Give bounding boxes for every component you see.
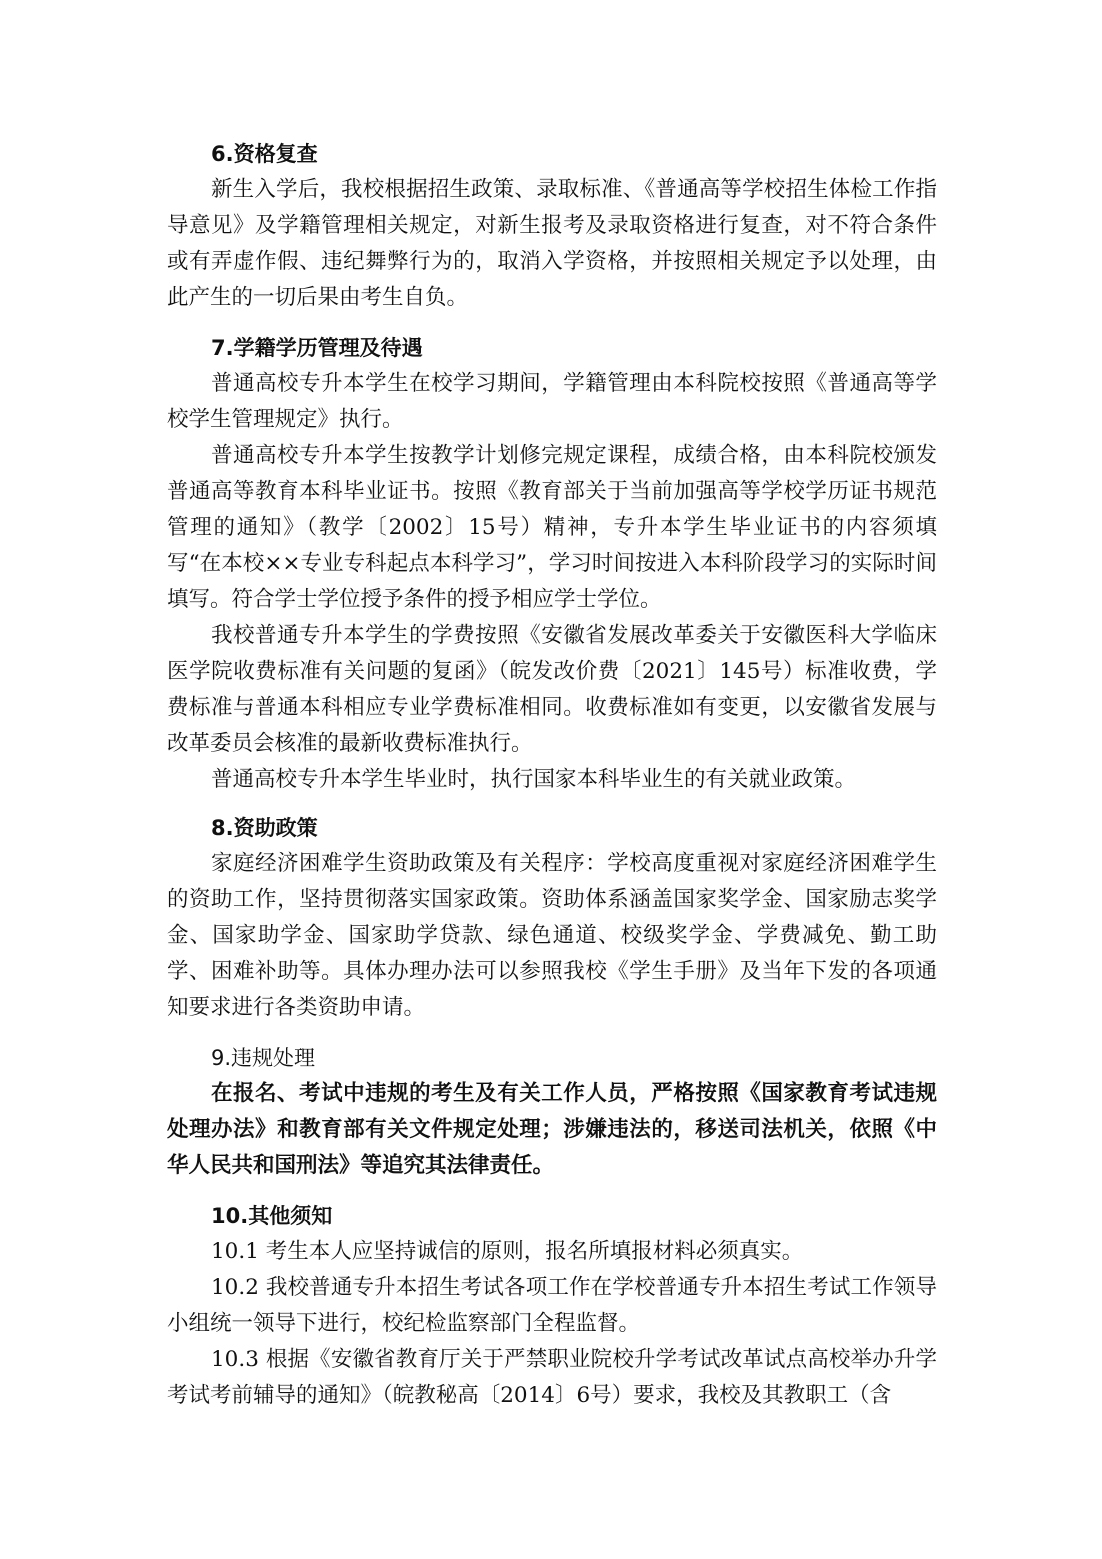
paragraph: 新生入学后，我校根据招生政策、录取标准、《普通高等学校招生体检工作指导意见》及学籍管理相关规定，对新生报考及录取资格进行复查，对不符合条件或有弄虚作假、违纪舞弊行为的，取消入学资格，并按照相关规定予以处理，由此产生的一切后果由考生自负。 xyxy=(167,177,937,310)
paragraph: 我校普通专升本学生的学费按照《安徽省发展改革委关于安徽医科大学临床医学院收费标准有关问题的复函》（皖发改价费〔2021〕145号）标准收费，学费标准与普通本科相应专业学费标准相同。收费标准如有变更，以安徽省发展与改革委员会核准的最新收费标准执行。 xyxy=(167,623,937,756)
paragraph: 普通高校专升本学生毕业时，执行国家本科毕业生的有关就业政策。 xyxy=(211,767,857,792)
section-violations xyxy=(167,1040,937,1184)
paragraph: 10.1 考生本人应坚持诚信的原则，报名所填报材料必须真实。 xyxy=(211,1239,804,1264)
paragraph: 10.2 我校普通专升本招生考试各项工作在学校普通专升本招生考试工作领导小组统一领导下进行，校纪检监察部门全程监督。 xyxy=(167,1275,937,1336)
section-heading: 6.资格复查 xyxy=(211,142,318,166)
section-other-notes xyxy=(167,1198,937,1414)
document-page xyxy=(167,136,937,1428)
section-financial-aid xyxy=(167,810,937,1026)
section-heading: 7.学籍学历管理及待遇 xyxy=(211,336,423,360)
section-heading: 9.违规处理 xyxy=(211,1046,316,1070)
section-heading: 8.资助政策 xyxy=(211,816,318,840)
paragraph: 10.3 根据《安徽省教育厅关于严禁职业院校升学考试改革试点高校举办升学考试考前辅导的通知》（皖教秘高〔2014〕6号）要求，我校及其教职工（含 xyxy=(167,1347,937,1408)
paragraph: 普通高校专升本学生在校学习期间，学籍管理由本科院校按照《普通高等学校学生管理规定》执行。 xyxy=(167,371,937,432)
section-qualification-review xyxy=(167,136,937,316)
paragraph: 普通高校专升本学生按教学计划修完规定课程，成绩合格，由本科院校颁发普通高等教育本科毕业证书。按照《教育部关于当前加强高等学校学历证书规范管理的通知》（教学〔2002〕15号）精神，专升本学生毕业证书的内容须填写“在本校××专业专科起点本科学习”，学习时间按进入本科阶段学习的实际时间填写。符合学士学位授予条件的授予相应学士学位。 xyxy=(167,443,937,612)
paragraph: 在报名、考试中违规的考生及有关工作人员，严格按照《国家教育考试违规处理办法》和教育部有关文件规定处理；涉嫌违法的，移送司法机关，依照《中华人民共和国刑法》等追究其法律责任。 xyxy=(167,1081,937,1178)
section-heading: 10.其他须知 xyxy=(211,1204,333,1228)
section-enrollment-management xyxy=(167,330,937,798)
paragraph: 家庭经济困难学生资助政策及有关程序：学校高度重视对家庭经济困难学生的资助工作，坚持贯彻落实国家政策。资助体系涵盖国家奖学金、国家励志奖学金、国家助学金、国家助学贷款、绿色通道、校级奖学金、学费减免、勤工助学、困难补助等。具体办理办法可以参照我校《学生手册》及当年下发的各项通知要求进行各类资助申请。 xyxy=(167,851,937,1020)
